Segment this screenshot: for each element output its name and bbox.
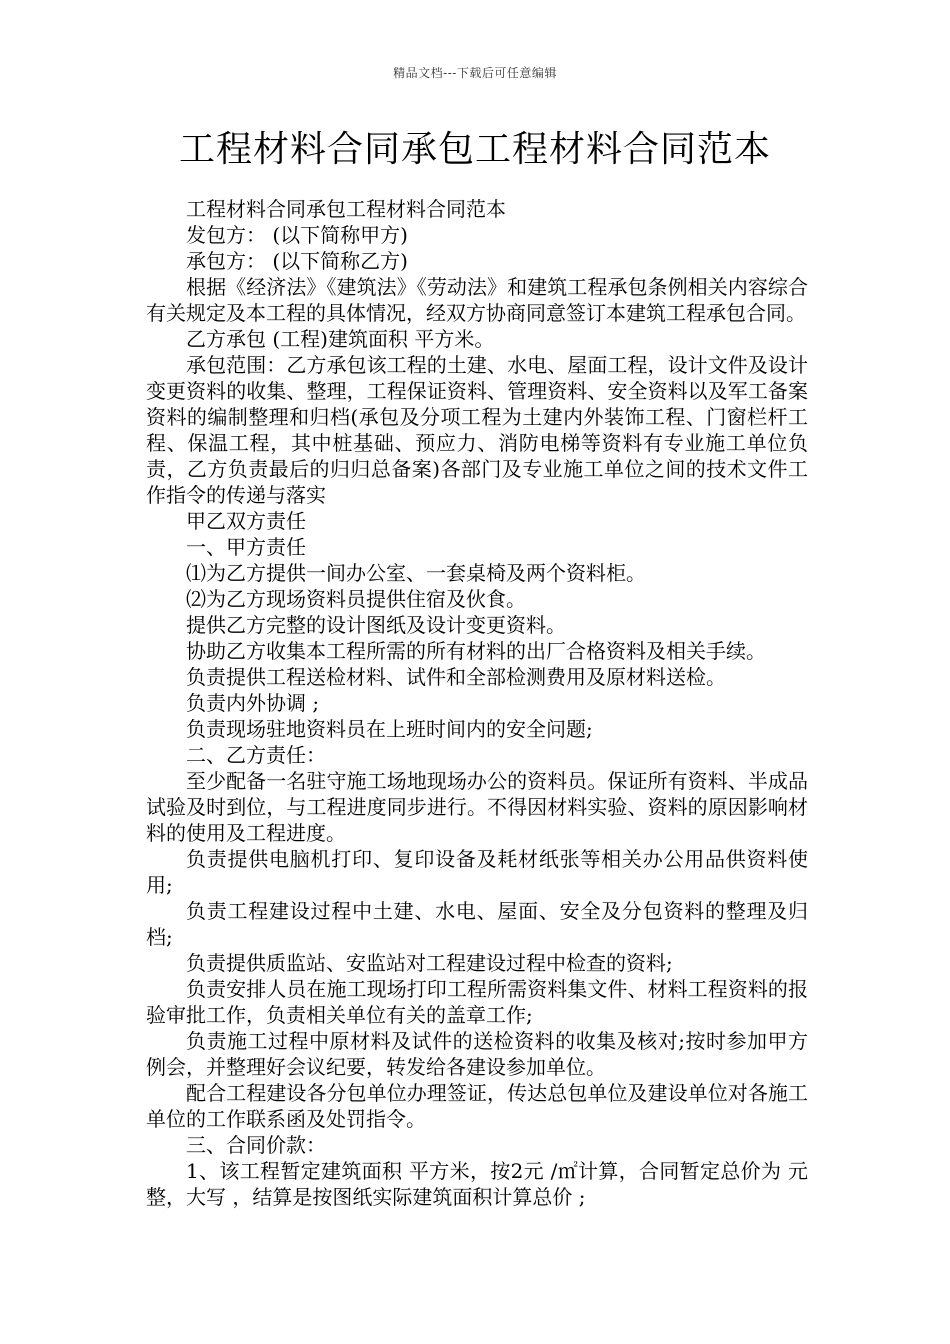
document-body: [146, 196, 808, 1210]
page-header-note: 精品文档---下载后可任意编辑: [393, 66, 557, 80]
paragraph-sample-docs: 负责施工过程中原材料及试件的送检资料的收集及核对;按时参加甲方例会，并整理好会议纪要，转发给各建设参加单位。: [146, 1029, 808, 1079]
document-title: 工程材料合同承包工程材料合同范本: [178, 129, 771, 170]
paragraph-drawings: 提供乙方完整的设计图纸及设计变更资料。: [186, 613, 566, 637]
paragraph-supervision-docs: 负责提供质监站、安监站对工程建设过程中检查的资料;: [186, 951, 673, 975]
paragraph-office: ⑴为乙方提供一间办公室、一套桌椅及两个资料柜。: [186, 561, 646, 585]
paragraph-inspection: 负责提供工程送检材料、试件和全部检测费用及原材料送检。: [186, 665, 726, 689]
paragraph-subtitle: 工程材料合同承包工程材料合同范本: [186, 197, 506, 221]
paragraph-area: 乙方承包 (工程)建筑面积 平方米。: [186, 327, 495, 351]
paragraph-materials: 协助乙方收集本工程所需的所有材料的出厂合格资料及相关手续。: [186, 639, 766, 663]
paragraph-party-b-heading: 二、乙方责任：: [186, 743, 326, 767]
paragraph-visa: 配合工程建设各分包单位办理签证，传达总包单位及建设单位对各施工单位的工作联系函及处罚指令。: [146, 1081, 808, 1131]
paragraph-party-a-heading: 一、甲方责任: [186, 535, 306, 559]
paragraph-party-b: 承包方： (以下简称乙方): [186, 249, 408, 273]
paragraph-price-heading: 三、合同价款：: [186, 1133, 326, 1157]
paragraph-party-a: 发包方： (以下简称甲方): [186, 223, 408, 247]
paragraph-lodging: ⑵为乙方现场资料员提供住宿及伙食。: [186, 587, 526, 611]
paragraph-price-detail: 1、该工程暂定建筑面积 平方米，按2元 /㎡计算，合同暂定总价为 元整，大写 ，结算是按图纸实际建筑面积计算总价 ;: [146, 1159, 808, 1209]
paragraph-archiving: 负责工程建设过程中土建、水电、屋面、安全及分包资料的整理及归档;: [146, 899, 808, 949]
paragraph-staffing: 至少配备一名驻守施工场地现场办公的资料员。保证所有资料、半成品试验及时到位，与工程进度同步进行。不得因材料实验、资料的原因影响材料的使用及工程进度。: [146, 769, 808, 845]
paragraph-safety: 负责现场驻地资料员在上班时间内的安全问题;: [186, 717, 593, 741]
paragraph-scope: 承包范围：乙方承包该工程的土建、水电、屋面工程，设计文件及设计变更资料的收集、整理，工程保证资料、管理资料、安全资料以及军工备案资料的编制整理和归档(承包及分项工程为土建内外装饰工程、门窗栏杆工程、保温工程，其中桩基础、预应力、消防电梯等资料有专业施工单位负责，乙方负责最后的归归总备案)各部门及专业施工单位之间的技术文件工作指令的传递与落实: [146, 353, 808, 507]
paragraph-basis: 根据《经济法》《建筑法》《劳动法》和建筑工程承包条例相关内容综合有关规定及本工程的具体情况，经双方协商同意签订本建筑工程承包合同。: [146, 275, 808, 325]
paragraph-approval: 负责安排人员在施工现场打印工程所需资料集文件、材料工程资料的报验审批工作，负责相关单位有关的盖章工作;: [146, 977, 808, 1027]
paragraph-coordination: 负责内外协调 ;: [186, 691, 320, 715]
paragraph-responsibilities-heading: 甲乙双方责任: [186, 509, 306, 533]
paragraph-equipment: 负责提供电脑机打印、复印设备及耗材纸张等相关办公用品供资料使用;: [146, 847, 808, 897]
